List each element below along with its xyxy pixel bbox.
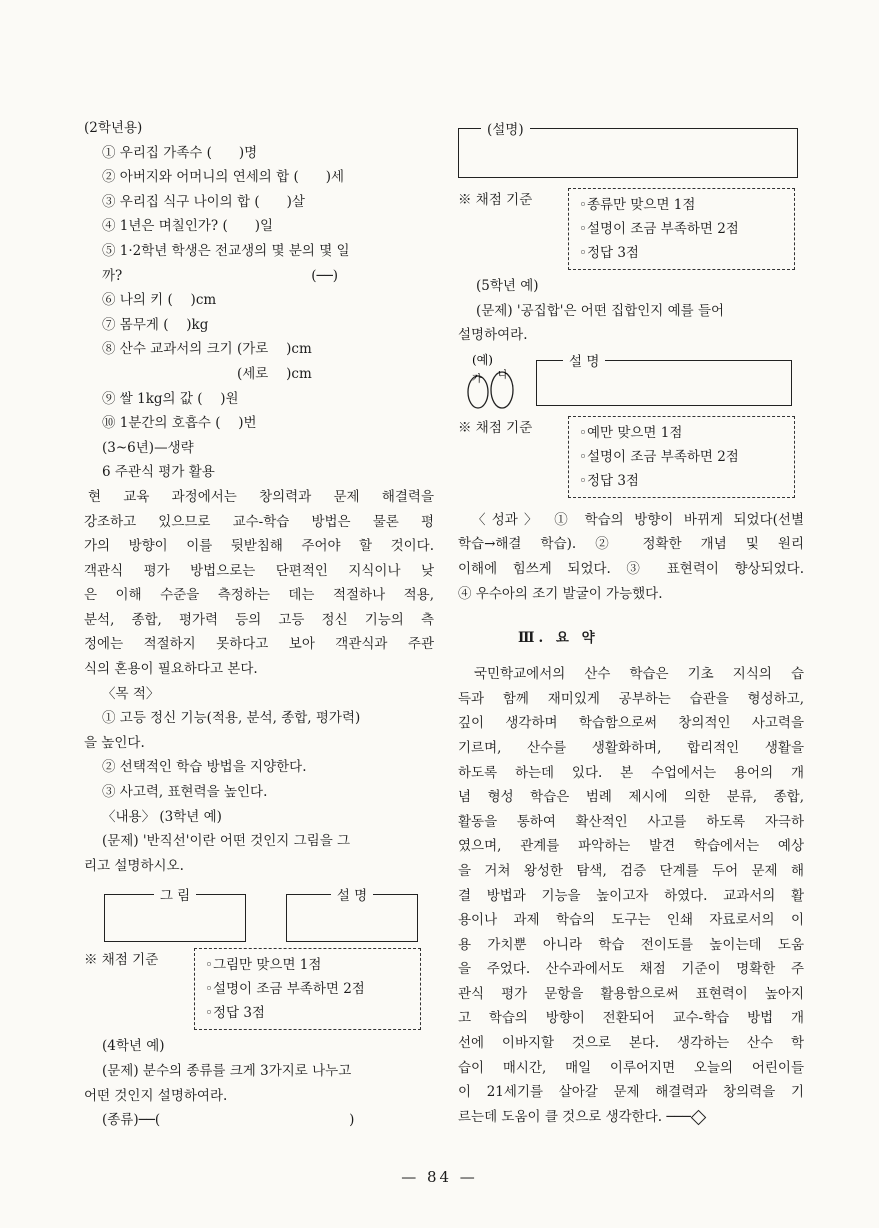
scoring-criteria-label: ※ 채점 기준 <box>84 952 159 969</box>
explanation-box-caption: 설 명 <box>563 354 605 370</box>
text-line: 용이나 과제 학습의 도구는 인쇄 자료로서의 이 <box>458 912 804 929</box>
text-line: ① 고등 정신 기능(적용, 분석, 종합, 평가력) <box>102 710 361 727</box>
scoring-criteria-box <box>194 948 421 1030</box>
text-line: ② 선택적인 학습 방법을 지양한다. <box>102 759 307 776</box>
example-row <box>458 348 804 408</box>
text-line: 이해에 힘쓰게 되었다. ③ 표현력이 향상되었다. <box>458 560 804 577</box>
text-line: 가의 방향이 이를 뒷받침해 주어야 할 것이다. <box>84 538 434 555</box>
text-line: (문제) '반직선'이란 어떤 것인지 그림을 그 <box>102 833 351 850</box>
criteria-item: ◦정답 3점 <box>579 245 639 261</box>
text-line: 기르며, 산수를 생활화하며, 합리적인 생활을 <box>458 739 804 756</box>
criteria-item: ◦그림만 맞으면 1점 <box>205 957 322 974</box>
criteria-item: ◦설명이 조금 부족하면 2점 <box>579 448 739 465</box>
text-line: 을 거쳐 왕성한 탐색, 검증 단계를 두어 문제 해 <box>458 862 804 879</box>
text-line: ⑨ 쌀 1kg의 값 ( )원 <box>102 390 239 407</box>
content-heading: 〈내용〉 (3학년 예) <box>102 808 222 825</box>
text-line: 을 주었다. 산수과에서도 채점 기준이 명확한 주 <box>458 961 804 978</box>
text-line: ⑩ 1분간의 호흡수 ( )번 <box>102 415 257 432</box>
grade-heading: (5학년 예) <box>476 278 539 294</box>
right-column <box>458 116 804 1129</box>
text-line: ⑧ 산수 교과서의 크기 (가로 )cm <box>102 341 312 358</box>
text-line: ⑥ 나의 키 ( )cm <box>102 292 217 309</box>
scoring-criteria-label: ※ 채점 기준 <box>458 419 533 436</box>
text-line: 습이 매시간, 매일 이루어지면 오늘의 어린이들 <box>458 1059 804 1076</box>
empty-set-figure <box>458 352 532 408</box>
criteria-item: ◦예만 맞으면 1점 <box>579 424 683 441</box>
explanation-box <box>458 122 798 178</box>
criteria-item: ◦설명이 조금 부족하면 2점 <box>579 221 739 237</box>
criteria-item: ◦정답 3점 <box>579 472 639 489</box>
text-line: 강조하고 있으므로 교수-학습 방법은 물론 평 <box>84 513 434 530</box>
text-line: 하도록 하는데 있다. 본 수업에서는 용어의 개 <box>458 764 804 781</box>
text-line: 객관식 평가 방법으로는 단편적인 지식이나 낮 <box>84 562 434 579</box>
answer-boxes <box>84 884 434 944</box>
text-line: 식의 혼용이 필요하다고 본다. <box>84 661 258 678</box>
scoring-criteria-box <box>568 188 795 270</box>
results-paragraph <box>458 508 804 606</box>
text-line: 결 방법과 기능을 높이고자 하였다. 교과서의 활 <box>458 887 804 904</box>
paragraph <box>84 485 434 682</box>
text-line: ④ 1년은 며칠인가? ( )일 <box>102 218 274 235</box>
text-line: ③ 사고력, 표현력을 높인다. <box>102 784 268 801</box>
final-line-text: 르는데 도움이 클 것으로 생각한다. ─── <box>458 1108 691 1125</box>
text-line: ⑦ 몸무게 ( )kg <box>102 316 209 333</box>
text-line: 어떤 것인지 설명하여라. <box>84 1087 228 1104</box>
scoring-criteria <box>84 948 434 1030</box>
text-line: 리고 설명하시오. <box>84 857 184 874</box>
goal-heading: 〈목 적〉 <box>102 685 160 702</box>
example-label: (예) <box>472 352 493 367</box>
scoring-criteria <box>458 416 804 498</box>
end-diamond-icon <box>690 1110 706 1126</box>
scoring-criteria-label: ※ 채점 기준 <box>458 192 533 208</box>
text-line: (종류)──( ) <box>102 1112 355 1129</box>
text-line: 국민학교에서의 산수 학습은 기초 지식의 습 <box>474 666 804 683</box>
text-line: ③ 우리집 식구 나이의 합 ( )살 <box>102 193 305 210</box>
drawing-box-caption: 그 림 <box>154 888 196 904</box>
text-line: 선에 이바지할 것으로 본다. 생각하는 산수 학 <box>458 1035 804 1052</box>
criteria-item: ◦설명이 조금 부족하면 2점 <box>205 981 365 998</box>
text-line: (2학년용) <box>84 120 143 136</box>
subsection-heading: 6 주관식 평가 활용 <box>102 464 215 481</box>
text-line: 용 가치뿐 아니라 학습 전이도를 높이는데 도움 <box>458 936 804 953</box>
text-line: 였으며, 관계를 파악하는 발견 학습에서는 예상 <box>458 838 804 855</box>
summary-paragraph <box>458 662 804 1129</box>
left-column <box>84 116 434 1133</box>
scoring-criteria <box>458 188 804 270</box>
text-line: 이 21세기를 살아갈 문제 해결력과 창의력을 기 <box>458 1084 804 1101</box>
text-line: 〈성과〉 ① 학습의 방향이 바뀌게 되었다(선별 <box>472 511 804 528</box>
text-line: (문제) '공집합'은 어떤 집합인지 예를 들어 <box>476 302 725 319</box>
text-line: 관식 평가 문항을 활용함으로써 표현력이 높아지 <box>458 985 804 1002</box>
explanation-box <box>536 353 792 406</box>
text-line: ⑤ 1·2학년 학생은 전교생의 몇 분의 몇 일 <box>102 242 350 259</box>
criteria-item: ◦정답 3점 <box>205 1005 265 1022</box>
set-ovals-icon <box>458 352 532 412</box>
text-line: (3~6년)—생략 <box>102 439 194 456</box>
set-ga-label: 가 <box>472 373 482 385</box>
page-number: — 84 — <box>401 1168 478 1186</box>
drawing-box <box>104 888 246 942</box>
text-line: (문제) 분수의 종류를 크게 3가지로 나누고 <box>102 1063 352 1079</box>
text-line: 념 형성 학습은 범례 제시에 의한 분류, 종합, <box>458 789 804 806</box>
text-line: 활동을 통하여 확산적인 사고를 하도록 자극하 <box>458 813 804 830</box>
section-heading: Ⅲ. 요 약 <box>518 630 599 647</box>
text-line: 고 학습의 방향이 전환되어 교수-학습 방법 개 <box>458 1010 804 1027</box>
scoring-criteria-box <box>568 416 795 498</box>
criteria-item: ◦종류만 맞으면 1점 <box>579 197 696 213</box>
text-line: 현 교육 과정에서는 창의력과 문제 해결력을 <box>88 488 434 505</box>
text-line: 설명하여라. <box>458 327 528 344</box>
text-line: ④ 우수아의 조기 발굴이 가능했다. <box>458 585 663 602</box>
text-line: ② 아버지와 어머니의 연세의 합 ( )세 <box>102 169 345 186</box>
explanation-box-caption: (설명) <box>481 122 530 138</box>
text-line: 을 높인다. <box>84 734 145 751</box>
explanation-box-caption: 설 명 <box>331 888 373 904</box>
text-line: 은 이해 수준을 측정하는 데는 적절하나 적용, <box>84 587 434 604</box>
text-line: 깊이 생각하며 학습함으로써 창의적인 사고력을 <box>458 715 804 732</box>
text-line: ① 우리집 가족수 ( )명 <box>102 144 258 161</box>
text-line: 정에는 적절하지 못하다고 보아 객관식과 주관 <box>84 636 434 653</box>
text-line: 까? (──) <box>102 267 339 284</box>
set-na-label: 나 <box>498 369 508 381</box>
text-line <box>458 1105 804 1130</box>
explanation-box <box>286 888 418 942</box>
text-line: (세로 )cm <box>102 365 312 382</box>
grade-heading: (4학년 예) <box>102 1038 165 1055</box>
text-line: 학습→해결 학습). ② 정확한 개념 및 원리 <box>458 536 804 553</box>
text-line: 분석, 종합, 평가력 등의 고등 정신 기능의 측 <box>84 611 434 628</box>
text-line: 득과 함께 재미있게 공부하는 습관을 형성하고, <box>458 690 804 707</box>
